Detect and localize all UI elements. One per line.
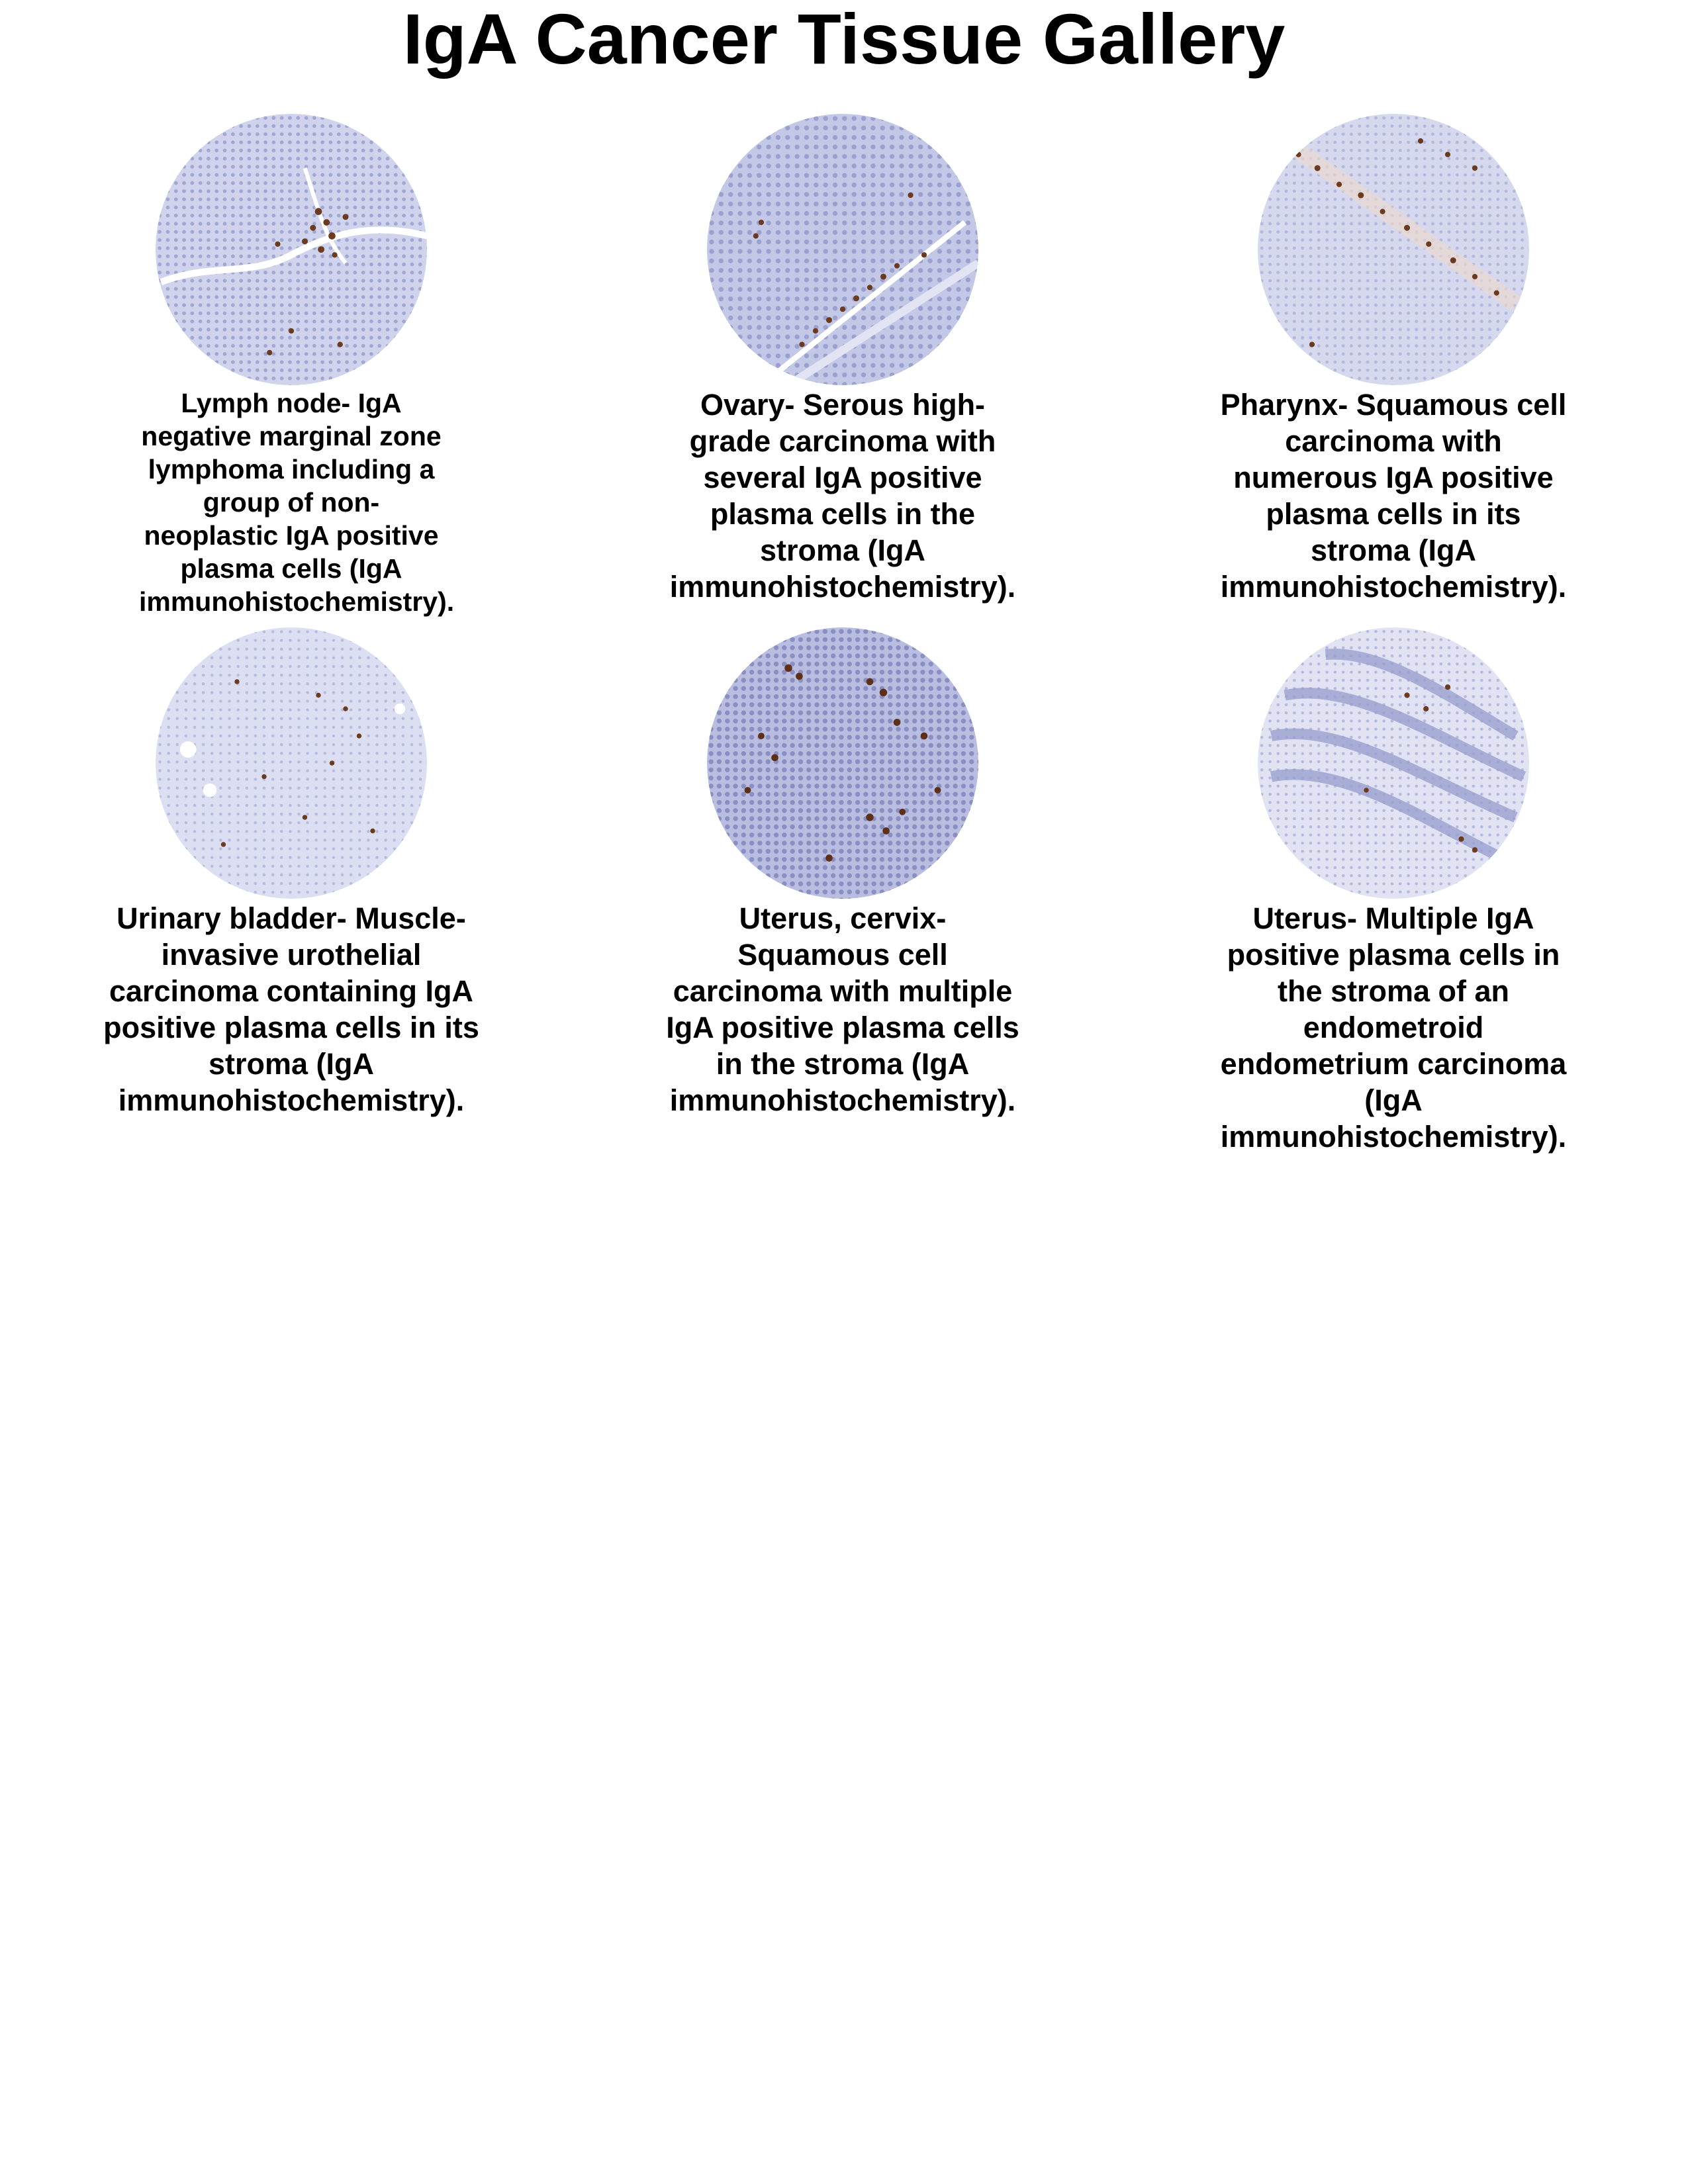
pharynx-tissue-image: [1258, 114, 1529, 385]
tissue-core-image[interactable]: [1258, 627, 1529, 899]
urinary-bladder-tissue-image: [156, 627, 427, 899]
tile-caption: Lymph node- IgA negative marginal zone lymphoma including a group of non- neoplastic IgA positive plasma cells (IgA immunohistochemistry).: [139, 388, 455, 617]
tissue-core-image[interactable]: [156, 114, 427, 385]
tile-caption: Uterus, cervix- Squamous cell carcinoma with multiple IgA positive plasma cells in the stroma (IgA immunohistochemistry).: [666, 901, 1019, 1117]
tissue-core-image[interactable]: [707, 114, 978, 385]
tile-caption: Ovary- Serous high- grade carcinoma with several IgA positive plasma cells in the stroma (IgA immunohistochemistry).: [669, 388, 1016, 604]
tile-caption: Urinary bladder- Muscle- invasive urothelial carcinoma containing IgA positive plasma cells in its stroma (IgA immunohistochemistry).: [103, 901, 479, 1117]
tile-caption: Uterus- Multiple IgA positive plasma cells in the stroma of an endometroid endometrium carcinoma (IgA immunohistochemistry).: [1220, 901, 1567, 1154]
uterus-tissue-image: [1258, 627, 1529, 899]
cervix-tissue-image: [707, 627, 978, 899]
tissue-core-image[interactable]: [156, 627, 427, 899]
page-title: IgA Cancer Tissue Gallery: [402, 0, 1286, 79]
tissue-core-image[interactable]: [1258, 114, 1529, 385]
tissue-core-image[interactable]: [707, 627, 978, 899]
tile-caption: Pharynx- Squamous cell carcinoma with numerous IgA positive plasma cells in its stroma (IgA immunohistochemistry).: [1220, 388, 1567, 604]
ovary-tissue-image: [707, 114, 978, 385]
lymph-node-tissue-image: [156, 114, 427, 385]
